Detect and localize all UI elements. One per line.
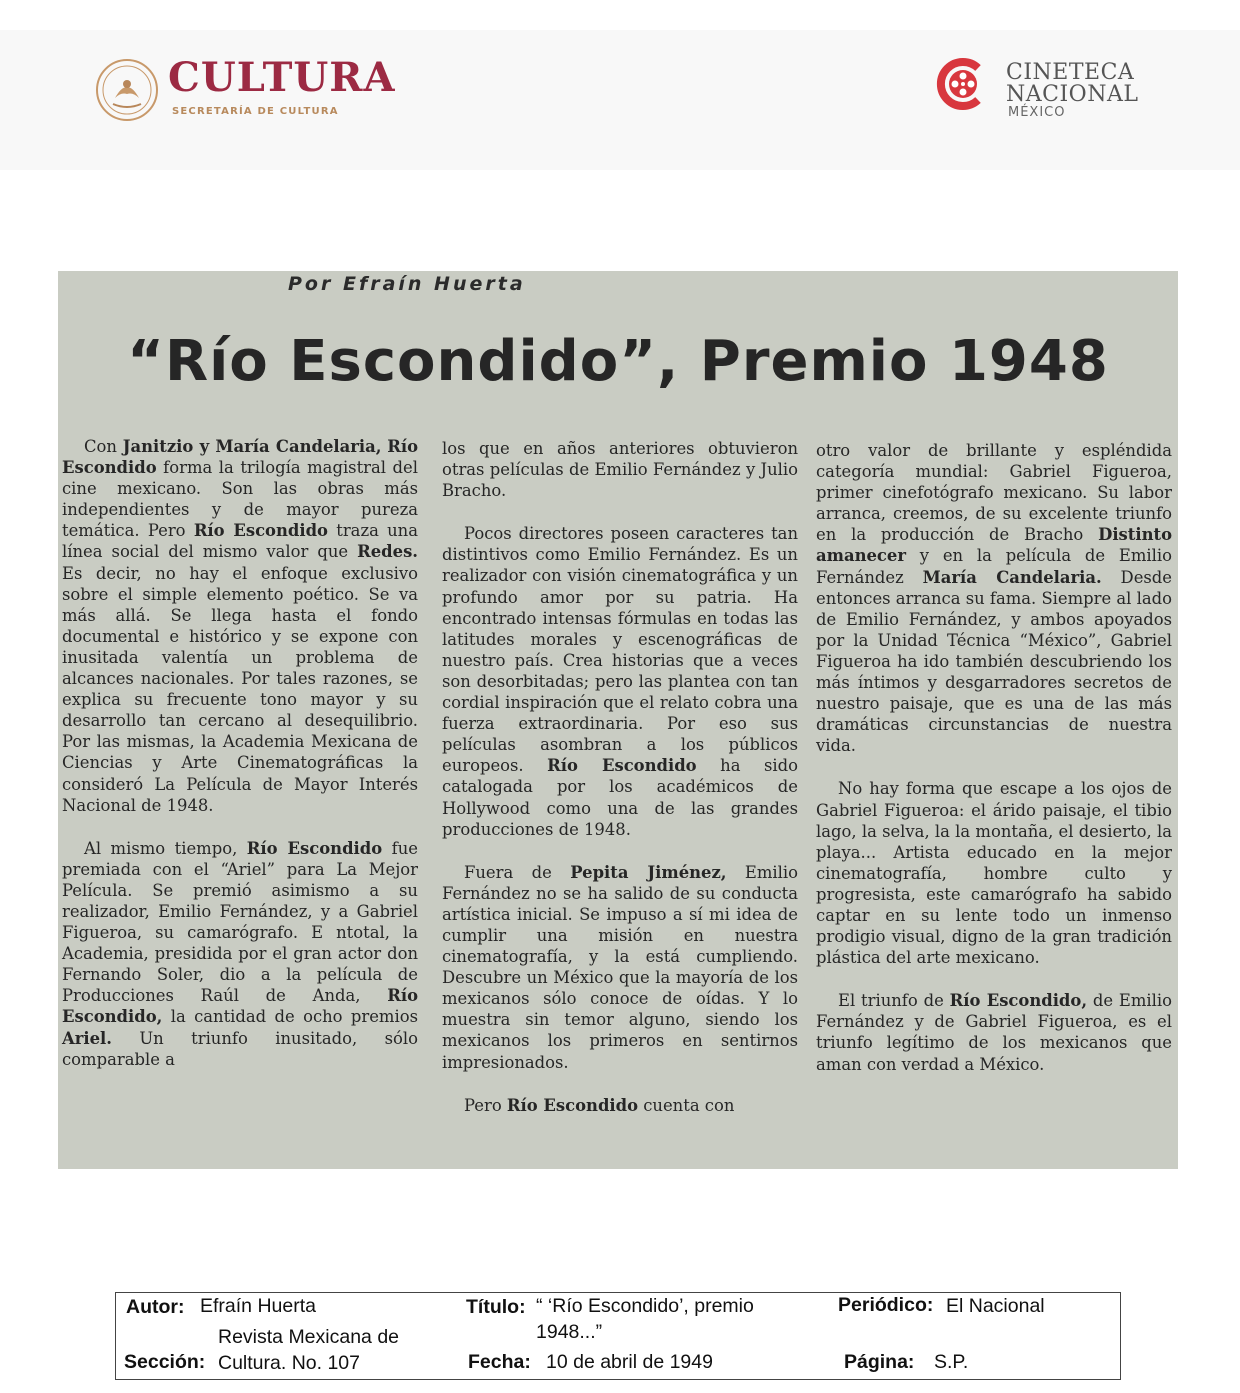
paragraph: El triunfo de Río Escondido, de Emilio Fernández y de Gabriel Figueroa, es el triunfo legítimo de los mexicanos que aman con verdad a México. (816, 991, 1172, 1074)
bold-text: Distinto amanecer (816, 525, 1172, 566)
cineteca-name-line1: CINETECA (1006, 60, 1135, 85)
cineteca-name-line2: NACIONAL (1006, 82, 1139, 107)
metadata-table (115, 1292, 1121, 1380)
pagina-value: S.P. (934, 1351, 969, 1373)
paragraph: Con Janitzio y María Candelaria, Río Escondido forma la trilogía magistral del cine mexicano. Son las obras más independientes y de mayor pureza temática. Pero Río Escondido traza una línea social del mismo valor que Redes. Es decir, no hay el enfoque exclusivo sobre el simple elemento poético. Se va más allá. Se llega hasta el fondo documental e histórico y se expone con inusitada valentía un problema de alcances nacionales. Por tales razones, se explica su frecuente tono mayor y su desarrollo tan cercano al desequilibrio. Por las mismas, la Academia Mexicana de Ciencias y Arte Cinematográficas la consideró La Película de Mayor Interés Nacional de 1948. (62, 437, 418, 815)
cineteca-country: MÉXICO (1008, 105, 1066, 120)
article-byline: Por Efraín Huerta (288, 273, 526, 295)
bold-text: Río Escondido (547, 756, 697, 776)
bold-text: Ariel. (62, 1028, 112, 1048)
paragraph: Fuera de Pepita Jiménez, Emilio Fernández no se ha salido de su conducta artística inicial. Se impuso a sí mi idea de cumplir una misión en nuestra cinematografía, y la está cumpliendo. Descubre un México que la mayoría de los mexicanos sólo conoce de oídas. Y lo muestra sin temor alguno, siendo los mexicanos los primeros en sentirnos impresionados. (442, 862, 798, 1072)
paragraph: los que en años anteriores obtuvieron otras películas de Emilio Fernández y Julio Bracho. (442, 439, 798, 501)
fecha-label: Fecha: (468, 1351, 531, 1373)
bold-text: Río Escondido (506, 1095, 639, 1115)
cineteca-logo-name (1006, 62, 1138, 106)
fecha-value: 10 de abril de 1949 (546, 1351, 713, 1373)
paragraph: Pero Río Escondido cuenta con (464, 1095, 735, 1115)
seccion-value-line1: Revista Mexicana de (218, 1326, 400, 1348)
pagina-label: Página: (844, 1351, 915, 1373)
bold-text: Janitzio y María Candelaria, (122, 437, 382, 456)
article-column-3 (816, 440, 1172, 1097)
bold-text: Redes. (357, 542, 418, 562)
autor-value: Efraín Huerta (200, 1295, 316, 1317)
bold-text: Pepita Jiménez, (570, 862, 727, 882)
seccion-label: Sección: (124, 1351, 206, 1373)
article-headline: “Río Escondido”, Premio 1948 (127, 329, 1109, 394)
bold-text: Río Escondido, (949, 991, 1088, 1011)
periodico-value: El Nacional (946, 1295, 1045, 1317)
cultura-logo-title: CULTURA (168, 54, 396, 101)
titulo-label: Título: (466, 1296, 526, 1318)
periodico-label: Periódico: (838, 1294, 934, 1316)
mexican-seal-icon (95, 58, 159, 122)
cultura-logo-subtitle: SECRETARÍA DE CULTURA (172, 106, 339, 117)
paragraph: otro valor de brillante y espléndida categoría mundial: Gabriel Figueroa, primer cinefotógrafo mexicano. Su labor arranca, creemos, de su excelente triunfo en la producción de Bracho Distinto amanecer y en la película de Emilio Fernández María Candelaria. Desde entonces arranca su fama. Siempre al lado de Emilio Fernández, y ambos apoyados por la Unidad Técnica “México”, Gabriel Figueroa ha ido también descubriendo los más íntimos y desgarradores secretos de nuestro paisaje, que es una de las más dramáticas circunstancias de nuestra vida. (816, 441, 1173, 756)
article-column-2 (442, 438, 798, 1138)
paragraph: No hay forma que escape a los ojos de Gabriel Figueroa: el árido paisaje, el tibio lago, la selva, la la montaña, el desierto, la playa... Artista educado en la mejor cinematografía, hombre culto y progresista, este camarógrafo ha sabido captar en su lente todo un inmenso prodigio visual, digno de la gran tradición plástica del arte mexicano. (816, 779, 1172, 968)
paragraph: Pocos directores poseen caracteres tan distintivos como Emilio Fernández. Es un realizador con visión cinematográfica y un profundo amor por su patria. Ha encontrado intensas fórmulas en todas las latitudes morales y escenográficas de nuestro país. Crea historias que a veces son desorbitadas; pero las plantea con tan cordial inspiración que el relato cobra una fuerza extraordinaria. Por eso sus películas asombran a los públicos europeos. Río Escondido ha sido catalogada por los académicos de Hollywood como una de las grandes producciones de 1948. (442, 524, 798, 839)
titulo-value-line2: 1948...” (536, 1321, 603, 1343)
paragraph: Al mismo tiempo, Río Escondido fue premiada con el “Ariel” para La Mejor Película. Se premió asimismo a su realizador, Emilio Fernández, y a Gabriel Figueroa, su camarógrafo. E ntotal, la Academia, presidida por el gran actor don Fernando Soler, dio a la película de Producciones Raúl de Anda, Río Escondido, la cantidad de ocho premios Ariel. Un triunfo inusitado, sólo comparable a (62, 838, 418, 1069)
autor-label: Autor: (126, 1296, 185, 1318)
cineteca-film-reel-icon (936, 58, 990, 110)
titulo-value-line1: “ ‘Río Escondido’, premio (536, 1295, 754, 1317)
newspaper-clipping (58, 271, 1178, 1169)
bold-text: Río Escondido (193, 521, 328, 541)
seccion-value-line2: Cultura. No. 107 (218, 1352, 360, 1374)
article-column-1 (62, 436, 418, 1092)
bold-text: Río Escondido, (62, 986, 418, 1027)
bold-text: María Candelaria. (922, 567, 1102, 587)
bold-text: Río Escondido (246, 838, 383, 858)
bold-text: Río Escondido (62, 437, 418, 478)
